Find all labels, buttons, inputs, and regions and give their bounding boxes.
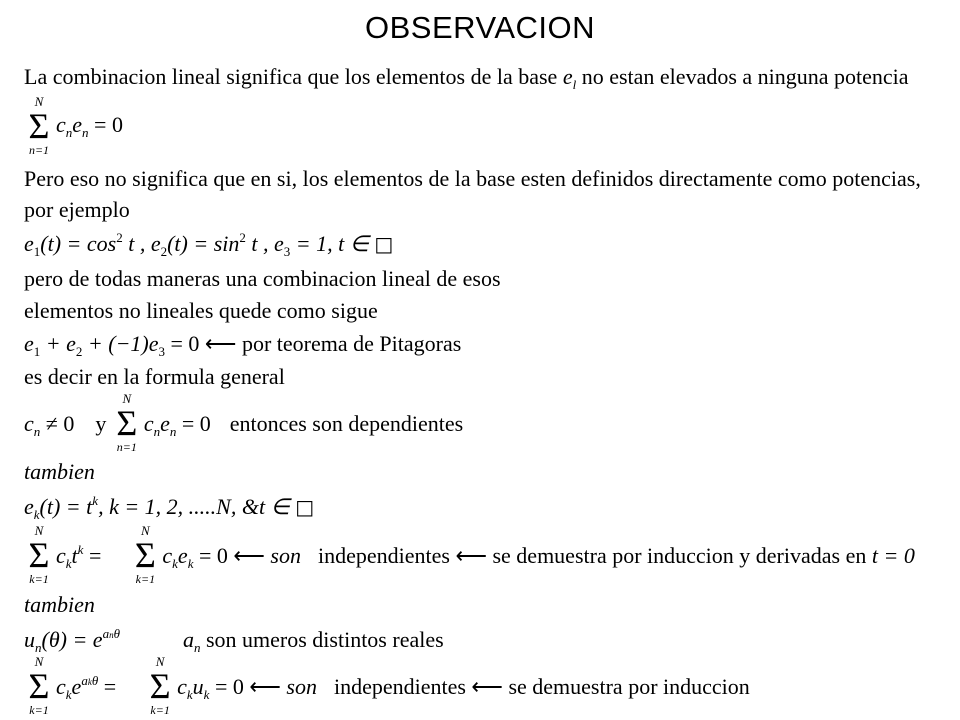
formula-ek-powers: $e_k(t) = t^k$, k = 1, 2, .....N, &t ∈ □	[24, 493, 315, 522]
page-title: OBSERVACION	[364, 10, 596, 45]
formula-pitagoras: $e_1 + e_2 + (-1)e_3 = 0$ ⟵ por teorema de Pitagoras	[24, 331, 462, 359]
formula-exponentials-independientes: N Σ k=1 $c_ke^{ak\theta}$ = N Σ k=1 $c_ku_k = 0$ ⟵ son independientes ⟵ se demuestra por induccion	[28, 654, 750, 717]
label-tambien-2: tambien	[24, 592, 95, 617]
formula-sum-cn-en: N Σ n=1 $c_ne_n = 0$	[24, 99, 123, 155]
line-pero-eso: Pero eso no significa que en si, los elementos de la base esten definidos directamente como potencias,	[24, 166, 921, 191]
label-tambien: tambien	[24, 459, 95, 484]
formula-un-theta: $u_n(\theta) = e^{an\theta}$ $a_n$ son umeros distintos reales	[24, 626, 444, 655]
line-elementos: elementos no lineales quede como sigue	[24, 298, 378, 323]
formula-dependientes: $c_n \ne 0$ y N Σ n=1 $c_ne_n = 0$ entonces son dependientes	[24, 391, 464, 454]
summation: N Σ n=1	[28, 94, 50, 157]
line-combinacion-lineal	[24, 64, 909, 90]
text: no estan elevados a ninguna potencia	[581, 64, 909, 89]
text: La combinacion lineal significa que los elementos de la base	[24, 64, 558, 89]
line-por-ejemplo: por ejemplo	[24, 197, 130, 222]
line-pero-de-todas: pero de todas maneras una combinacion lineal de esos	[24, 266, 501, 291]
symbol-box: □	[295, 495, 315, 519]
formula-example-basis: $e_1(t) = \cos^2 t$ , $e_2(t) = \sin^2 t$ , $e_3 = 1$, t ∈ □	[24, 230, 394, 259]
line-es-decir: es decir en la formula general	[24, 364, 285, 389]
math-e: $e_l$	[562, 64, 577, 92]
formula-powers-independientes: N Σ k=1 $c_kt^k$ = N Σ k=1 $c_ke_k = 0$ ⟵ son independientes ⟵ se demuestra por induccion y derivadas en t = 0	[28, 523, 915, 586]
symbol-box: □	[374, 232, 394, 256]
